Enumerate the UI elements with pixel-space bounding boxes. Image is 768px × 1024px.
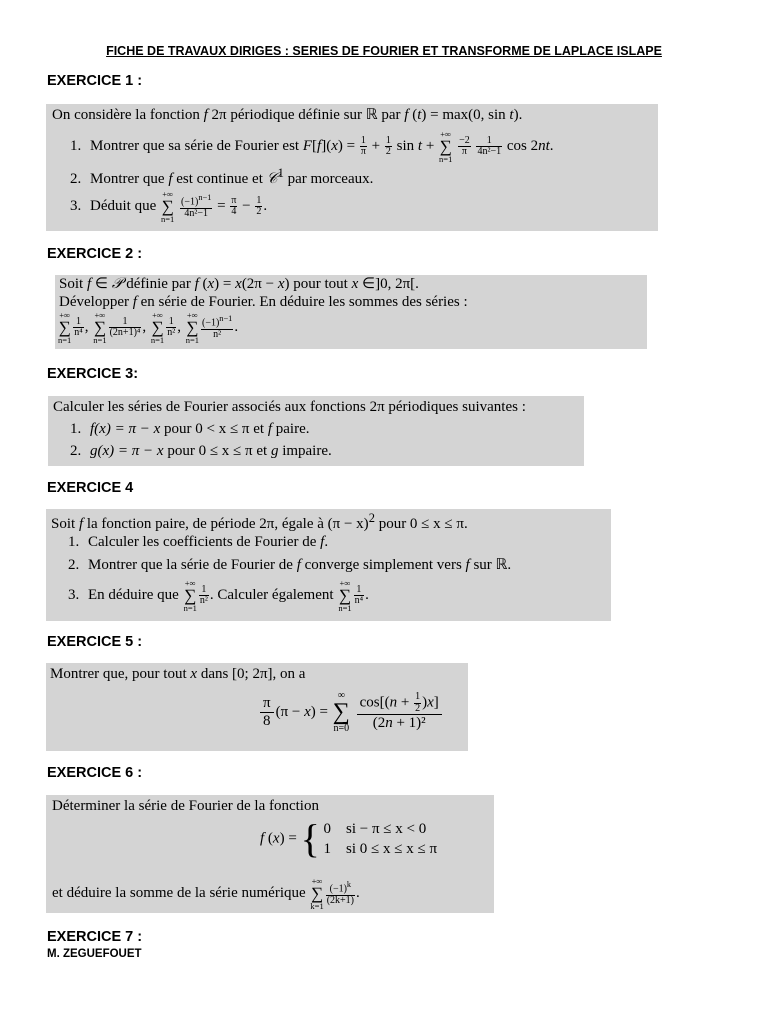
exercise-4-heading: EXERCICE 4 [47, 480, 134, 496]
exercise-1-intro: On considère la fonction f 2π périodique définie sur ℝ par f (t) = max(0, sin t). [52, 107, 523, 123]
exercise-2-line-1: Soit f ∈ 𝒫 définie par f (x) = x(2π − x) pour tout x ∈]0, 2π[. [59, 276, 419, 292]
exercise-2-box [55, 275, 647, 349]
exercise-3-intro: Calculer les séries de Fourier associés aux fonctions 2π périodiques suivantes : [53, 399, 526, 415]
exercise-6-outro: et déduire la somme de la série numérique +∞ ∑ k=1 $\frac{(-1)^k}{(2k+1)}$ . [52, 876, 360, 911]
page-title: FICHE DE TRAVAUX DIRIGES : SERIES DE FOURIER ET TRANSFORME DE LAPLACE ISLAPE [106, 44, 662, 58]
exercise-2-series: +∞ ∑ n=1 $\frac{1}{\text{n⁴}}$ , +∞ ∑ n=1 $\frac{1}{\text{(2n+1)⁴}}$ , +∞ ∑ n=1 $\frac{1}{\text{n²}}$ , +∞ ∑ n=1 $\frac{(-1)^{n-1}}{\text{n²}}$ . [58, 310, 239, 345]
exercise-3-box [48, 396, 584, 466]
exercise-2-heading: EXERCICE 2 : [47, 246, 143, 262]
exercise-1-question-2: 2. Montrer que f est continue et 𝒞$^1$ par morceaux. [70, 166, 374, 187]
exercise-1-question-3: 3. Déduit que +∞ ∑ n=1 $\frac{(-1)^{n-1}}{\text{4n²−1}}$ = $\frac{\pi}{4}$ − $\frac{1}{2}$ . [70, 189, 268, 224]
author-name: M. ZEGUEFOUET [47, 948, 142, 960]
exercise-6-box [46, 795, 494, 913]
exercise-2-line-2: Développer f en série de Fourier. En déduire les sommes des séries : [59, 294, 468, 310]
exercise-4-intro: Soit f la fonction paire, de période 2π, égale à $(\pi - x)^2$ pour 0 ≤ x ≤ π. [51, 511, 468, 532]
exercise-6-heading: EXERCICE 6 : [47, 765, 143, 781]
exercise-3-question-2: 2. g(x) = π − x pour 0 ≤ x ≤ π et g impaire. [70, 443, 332, 459]
exercise-5-box [46, 663, 468, 751]
exercise-6-intro: Déterminer la série de Fourier de la fonction [52, 798, 319, 814]
exercise-4-question-1: 1. Calculer les coefficients de Fourier de f. [68, 534, 329, 550]
exercise-4-question-2: 2. Montrer que la série de Fourier de f converge simplement vers f sur ℝ. [68, 557, 512, 573]
exercise-6-piecewise: f (x) = { 0 si − π ≤ x < 0 1 si 0 ≤ x ≤ x ≤ π [260, 816, 438, 862]
exercise-1-box [46, 104, 658, 231]
exercise-7-heading: EXERCICE 7 : [47, 929, 143, 945]
exercise-1-question-1: 1. Montrer que sa série de Fourier est F[f](x) = $\frac{1}{\pi}$ + $\frac{1}{2}$ sin t + +∞ ∑ n=1 $\frac{-2}{\pi}$ $\frac{1}{\text{4n²−1}}$ cos 2nt. [70, 129, 554, 164]
exercise-5-intro: Montrer que, pour tout x dans [0; 2π], on a [50, 666, 306, 682]
exercise-4-question-3: 3. En déduire que +∞ ∑ n=1 $\frac{1}{\text{n²}}$ . Calculer également +∞ ∑ n=1 $\frac{1}{\text{n⁴}}$ . [68, 578, 369, 613]
exercise-1-heading: EXERCICE 1 : [47, 73, 143, 89]
exercise-4-box [46, 509, 611, 621]
exercise-3-question-1: 1. f(x) = π − x pour 0 < x ≤ π et f paire. [70, 421, 310, 437]
exercise-5-heading: EXERCICE 5 : [47, 634, 143, 650]
exercise-5-identity: $\frac{\pi}{8}$ (π − x) = ∞ ∑ n=0 cos[(n + $\frac{1}{2}$ )x] (2n + 1)² [258, 691, 444, 734]
exercise-3-heading: EXERCICE 3: [47, 366, 139, 382]
